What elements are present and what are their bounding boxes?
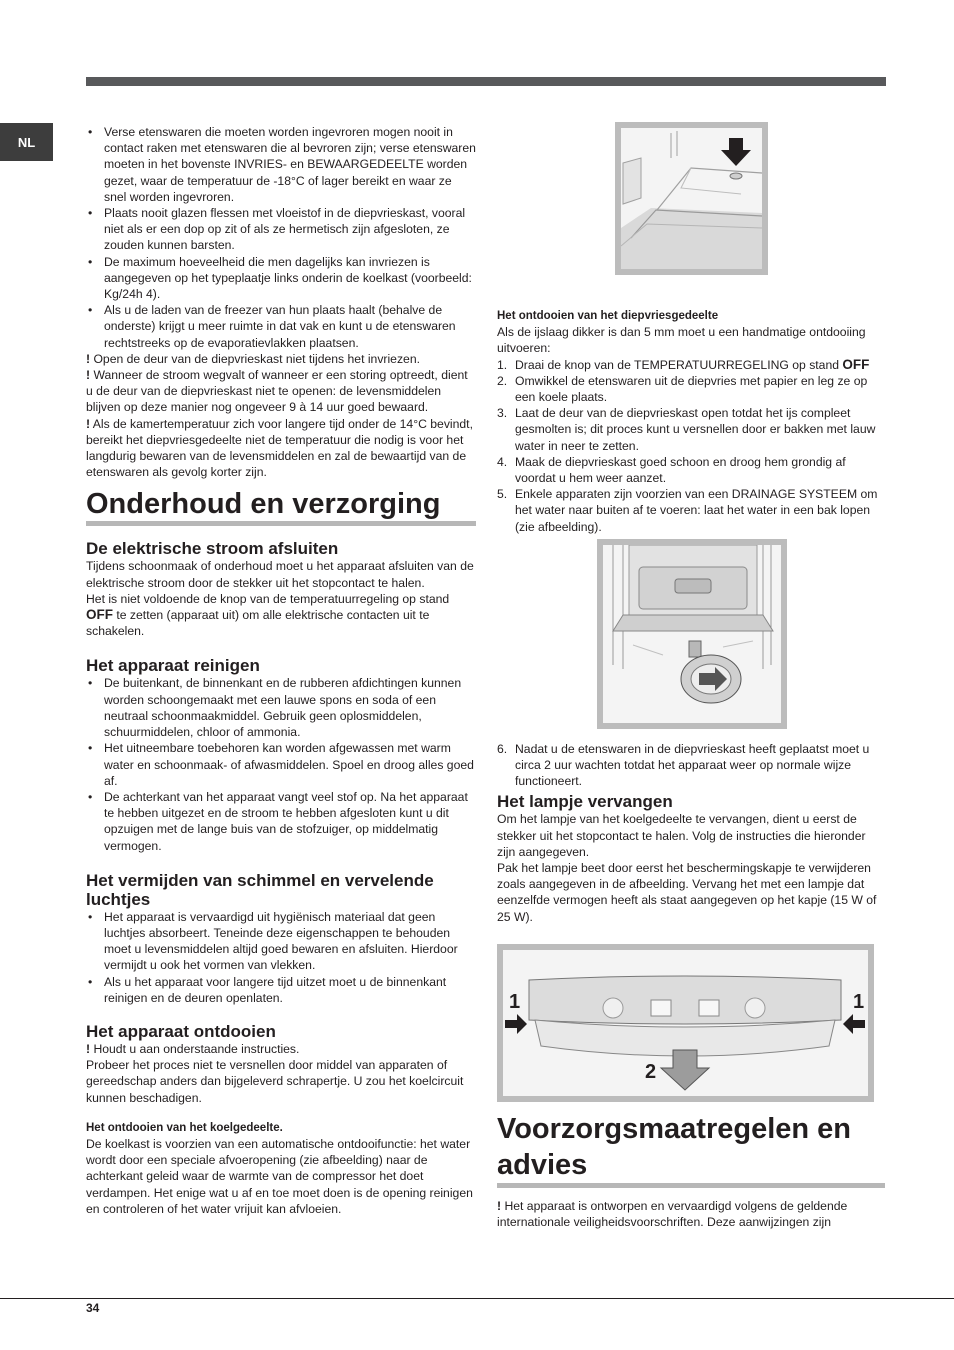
- figure-label: 2: [645, 1060, 657, 1083]
- language-tab: NL: [0, 123, 53, 161]
- page-number: 34: [86, 1301, 100, 1315]
- list-item: 6. Nadat u de etenswaren in de diepvrieskast heeft geplaatst moet u circa 2 uur wachten totdat het apparaat weer op normale wijze functioneert.: [497, 741, 870, 789]
- footer-rule: [0, 1298, 954, 1299]
- list-item: • Als u het apparaat voor langere tijd uitzet moet u de binnenkant reinigen en de deuren openlaten.: [86, 974, 476, 1006]
- warning-mark: !: [86, 368, 91, 383]
- top-rule: [86, 77, 886, 86]
- defrost-paragraph: Probeer het proces niet te versnellen door middel van apparaten of gereedschap anders dan bijgeleverd schrapertje. U zou het koelcircuit kunnen beschadigen.: [86, 1058, 464, 1105]
- power-paragraph-2: Het is niet voldoende de knop van de temperatuurregeling op stand OFF te zetten (apparaat uit) om alle elektrische contacten uit te schakelen.: [86, 591, 450, 639]
- list-item: • Het apparaat is vervaardigd uit hygiënisch materiaal dat geen luchtjes absorbeert. Teneinde deze eigenschappen te behouden moet u levensmiddelen altijd goed bewaren en afsluiten. Hierdoor vermijdt u ook het vormen van vlekken.: [86, 909, 476, 974]
- section-title: Onderhoud en verzorging: [86, 488, 476, 526]
- precautions-title: Voorzorgsmaatregelen en advies: [497, 1111, 885, 1188]
- lamp-paragraph-2: Pak het lampje beet door eerst het beschermingskapje te verwijderen zoals aangegeven in de afbeelding. Vervang het met een lampje dat eenzelfde vermogen heeft als staat aangegeven op het kapje (15 W of 25 W).: [497, 861, 877, 924]
- list-item: • De maximum hoeveelheid die men dagelijks kan invriezen is aangegeven op het typeplaatje links onderin de koelkast (voorbeeld: Kg/24h 4).: [86, 254, 476, 303]
- freezer-defrost-step6: [497, 741, 885, 790]
- freezer-defrost-steps: [497, 357, 885, 535]
- fridge-defrost-heading: Het ontdooien van het koelgedeelte.: [86, 1121, 283, 1134]
- mould-list: [86, 909, 476, 1006]
- clean-heading: Het apparaat reinigen: [86, 656, 260, 676]
- lamp-figure: [497, 944, 874, 1102]
- off-label: OFF: [86, 607, 113, 623]
- list-item: 4. Maak de diepvrieskast goed schoon en droog hem grondig af voordat u hem weer aanzet.: [497, 454, 846, 486]
- lamp-heading: Het lampje vervangen: [497, 792, 673, 812]
- defrost-note: ! Houdt u aan onderstaande instructies.: [86, 1041, 300, 1056]
- figure-label: 1: [853, 990, 865, 1013]
- warning-note: ! Open de deur van de diepvrieskast niet tijdens het invriezen.: [86, 351, 420, 366]
- freezer-defrost-heading: Het ontdooien van het diepvriesgedeelte: [497, 310, 719, 322]
- list-item: • De buitenkant, de binnenkant en de rubberen afdichtingen kunnen worden schoongemaakt met een lauwe spons en soda of een neutraal schoonmaakmiddel. Gebruik geen oplosmiddelen, schuurmiddelen, chloor of ammonia.: [86, 675, 476, 740]
- off-label: OFF: [842, 356, 870, 372]
- drainage-illustration: [603, 545, 781, 723]
- power-paragraph: Tijdens schoonmaak of onderhoud moet u het apparaat afsluiten van de elektrische stroom door de stekker uit het stopcontact te halen.: [86, 559, 474, 590]
- list-item: 2. Omwikkel de etenswaren uit de diepvries met papier en leg ze op een koele plaats.: [497, 373, 868, 405]
- list-item: • Verse etenswaren die moeten worden ingevroren mogen nooit in contact raken met etenswaren die al bevroren zijn; verse etenswaren moeten in het bovenste INVRIES- en BEWAARGEDEELTE worden gezet, waar de temperatuur de -18°C of lager bereikt en waar ze snel worden ingevroren.: [86, 124, 476, 205]
- list-item: 5. Enkele apparaten zijn voorzien van een DRAINAGE SYSTEEM om het water naar buiten af te voeren: laat het water in een bak lopen (zie afbeelding).: [497, 487, 878, 534]
- warning-mark: !: [497, 1198, 502, 1213]
- mould-heading: Het vermijden van schimmel en vervelende luchtjes: [86, 870, 434, 909]
- lamp-paragraph: Om het lampje van het koelgedeelte te vervangen, dient u eerst de stekker uit het stopcontact te halen. Volg de instructies die hieronder zijn aangegeven.: [497, 812, 866, 859]
- lamp-cover-illustration: [503, 950, 868, 1096]
- warning-note: ! Als de kamertemperatuur zich voor langere tijd onder de 14°C bevindt, bereikt het diepvriesgedeelte niet de temperatuur die nodig is voor het langdurig bewaren van de levensmiddelen en zal de bewaartijd van de etenswaren als gevolg korter zijn.: [86, 416, 473, 480]
- precautions-paragraph: ! Het apparaat is ontworpen en vervaardigd volgens de geldende internationale veiligheidsvoorschriften. Deze aanwijzingen zijn: [497, 1198, 848, 1230]
- fridge-drain-illustration: [621, 128, 762, 269]
- list-item: • Plaats nooit glazen flessen met vloeistof in de diepvrieskast, vooral niet als er een dop op zit of als ze hermetisch zijn afgesloten, ze zouden kunnen barsten.: [86, 205, 476, 254]
- right-column: [497, 122, 885, 1230]
- clean-list: [86, 675, 476, 853]
- list-item: 1. Draai de knop van de TEMPERATUURREGELING op stand OFF: [497, 356, 870, 372]
- defrost-heading: Het apparaat ontdooien: [86, 1021, 276, 1041]
- fridge-drain-figure: [615, 122, 768, 275]
- list-item: • De achterkant van het apparaat vangt veel stof op. Na het apparaat te hebben uitgezet en de stroom te hebben afgesloten kunt u dit opzuigen met de lange buis van de stofzuiger, op middelmatig vermogen.: [86, 789, 476, 854]
- see-figure-ref: zie afbeelding: [303, 1153, 379, 1168]
- list-item: • Het uitneembare toebehoren kan worden afgewassen met warm water en schoonmaak- of afwasmiddelen. Spoel en droog alles goed af.: [86, 740, 476, 789]
- power-heading: De elektrische stroom afsluiten: [86, 539, 339, 559]
- warning-mark: !: [86, 351, 91, 366]
- intro-bullet-list: [86, 124, 476, 351]
- list-item: • Als u de laden van de freezer van hun plaats haalt (behalve de onderste) krijgt u meer ruimte in dat vak en kunt u de etenswaren rechtstreeks op de evaporatievlakken plaatsen.: [86, 302, 476, 351]
- drainage-figure: [597, 539, 787, 729]
- warning-note: ! Wanneer de stroom wegvalt of wanneer er een storing optreedt, dient u de deur van de diepvrieskast niet te openen: de levensmiddelen blijven op deze manier nog ongeveer 9 à 14 uur goed bewaard.: [86, 368, 468, 415]
- list-item: 3. Laat de deur van de diepvrieskast open totdat het ijs compleet gesmolten is; dit proces kunt u versnellen door er bakken met lauw water in neer te zetten.: [497, 406, 876, 453]
- left-column: [86, 124, 476, 1217]
- figure-label: 1: [509, 990, 521, 1013]
- warning-mark: !: [86, 416, 91, 431]
- freezer-defrost-intro: Als de ijslaag dikker is dan 5 mm moet u een handmatige ontdooiing uitvoeren:: [497, 325, 866, 356]
- warning-mark: !: [86, 1041, 91, 1056]
- fridge-defrost-paragraph: De koelkast is voorzien van een automatische ontdooifunctie: het water wordt door een speciale afvoeropening (zie afbeelding) naar de achterkant geleid waar de warmte van de compressor het doet verdampen. Het enige wat u af en toe moet doen is de opening reinigen en controleren of het water vrijuit kan afvloeien.: [86, 1136, 473, 1216]
